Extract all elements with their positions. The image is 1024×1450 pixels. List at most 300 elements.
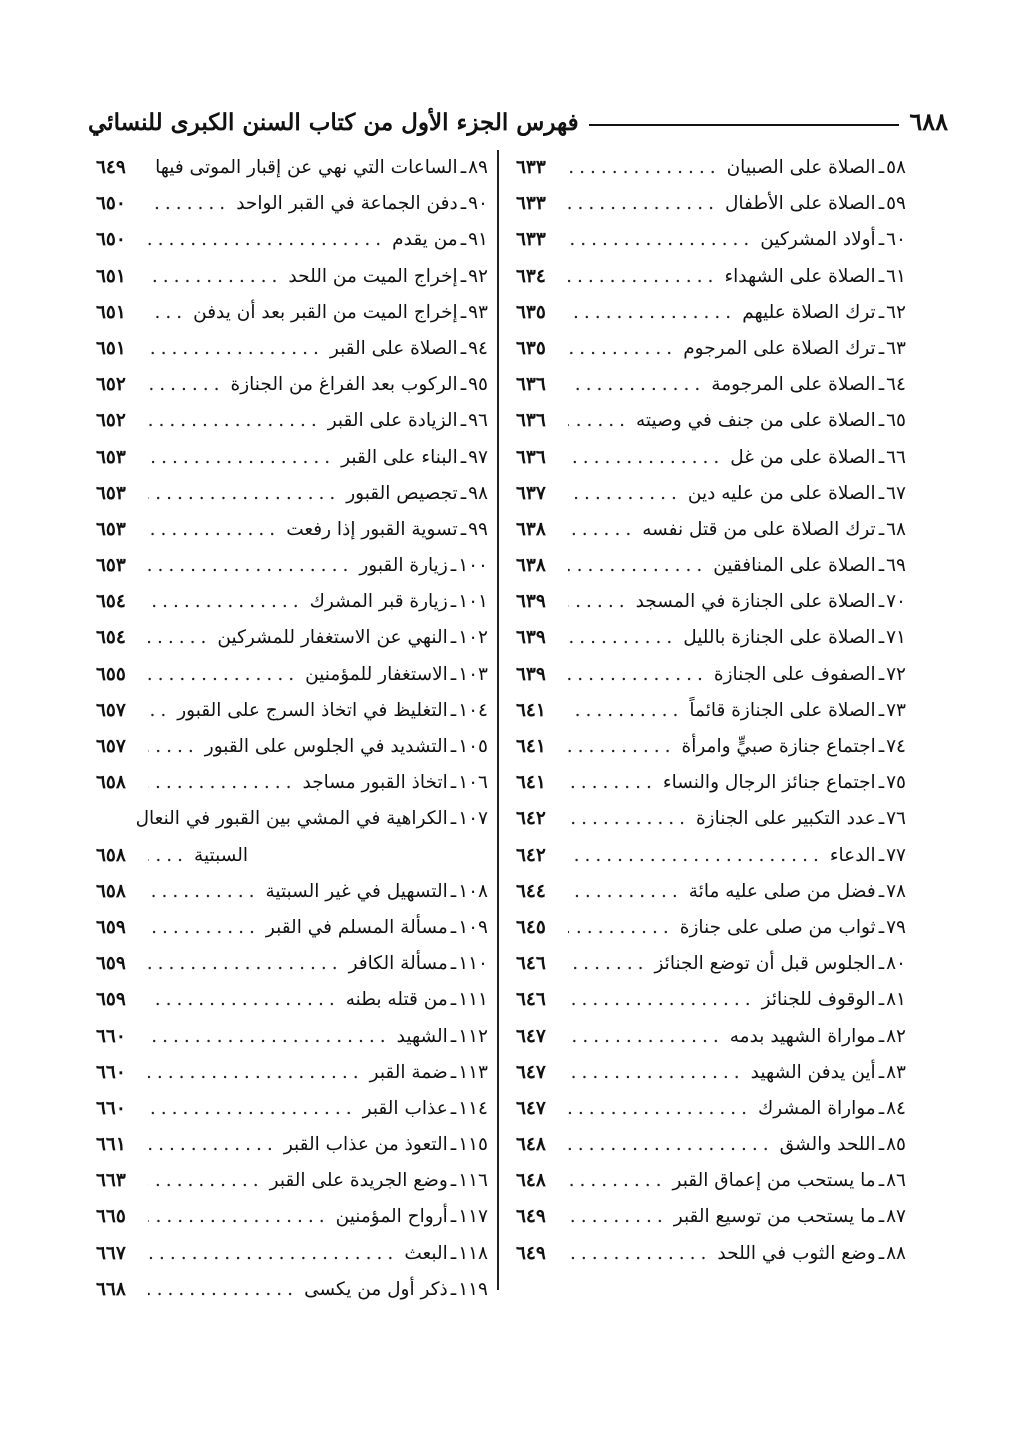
entry-number: ٦٩ [886, 555, 906, 577]
entry-number: ٧٣ [886, 699, 906, 721]
entry-dash: ـ [460, 265, 467, 287]
entry-page-number: ٦٣٤ [516, 265, 546, 287]
entry-dash: ـ [450, 1278, 457, 1300]
entry-dash: ـ [450, 1134, 457, 1156]
index-entry [96, 259, 488, 295]
entry-number: ١٠٦ [458, 772, 488, 794]
leader-dots [148, 1091, 357, 1127]
index-entry [516, 331, 906, 367]
leader-dots [568, 186, 719, 222]
entry-number: ٧٢ [886, 663, 906, 685]
entry-page-number: ٦٤٨ [516, 1134, 546, 1156]
entry-dash: ـ [878, 1206, 885, 1228]
leader-dots [568, 512, 636, 548]
entry-number: ١٠٣ [458, 663, 488, 685]
entry-dash: ـ [878, 482, 885, 504]
entry-page-number: ٦٣٥ [516, 337, 546, 359]
index-entry [96, 1091, 488, 1127]
leader-dots [148, 982, 340, 1018]
entry-label: ترك الصلاة على من قتل نفسه [642, 518, 876, 540]
entry-number: ١٠٥ [458, 736, 488, 757]
entry-label: زيارة القبور [359, 555, 448, 577]
entry-dash: ـ [450, 916, 457, 938]
entry-number: ٩٩ [468, 518, 488, 540]
entry-label: الصلاة على الشهداء [724, 265, 876, 287]
entry-label: ضمة القبر [369, 1061, 448, 1083]
entry-label: التشديد في الجلوس على القبور [204, 736, 448, 757]
entry-label: الصلاة على القبر [329, 337, 458, 359]
entry-number: ٨٦ [886, 1170, 906, 1192]
entry-dash: ـ [450, 880, 457, 902]
entry-dash: ـ [878, 374, 885, 396]
entry-label: الصلاة على الجنازة قائماً [689, 699, 876, 721]
entry-label: الصفوف على الجنازة [713, 663, 876, 685]
leader-dots [568, 765, 657, 801]
entry-label: البناء على القبر [341, 446, 458, 468]
entry-number: ١٠٠ [458, 555, 488, 577]
index-entry [96, 620, 488, 656]
entry-number: ٨٢ [886, 1025, 906, 1047]
index-entry [516, 295, 906, 331]
entry-dash: ـ [878, 699, 885, 721]
index-entry [516, 367, 906, 403]
index-entry [516, 1199, 906, 1235]
leader-dots [568, 1127, 774, 1163]
index-entry [516, 801, 906, 837]
entry-label: الساعات التي نهي عن إقبار الموتى فيها [155, 157, 458, 178]
index-entry [96, 186, 488, 222]
leader-dots [148, 367, 225, 403]
entry-label: الدعاء [829, 844, 876, 866]
entry-dash: ـ [878, 772, 885, 794]
leader-dots [568, 150, 721, 186]
leader-dots [148, 765, 296, 801]
leader-dots [568, 1091, 752, 1127]
entry-page-number: ٦٥١ [96, 265, 126, 287]
leader-dots [568, 946, 648, 982]
entry-dash: ـ [460, 374, 467, 396]
entry-dash: ـ [878, 410, 885, 432]
leader-dots [568, 259, 718, 295]
entry-label: اجتماع جنازة صبيٍّ وامرأة [681, 736, 876, 757]
entry-page-number: ٦٣٨ [516, 555, 546, 577]
entry-page-number: ٦٤٥ [516, 916, 546, 938]
leader-dots [568, 874, 683, 910]
entry-dash: ـ [460, 157, 467, 178]
index-entry [516, 1055, 906, 1091]
entry-label: الشهيد [396, 1025, 448, 1047]
entry-number: ١٠٩ [458, 916, 488, 938]
leader-dots [568, 801, 690, 837]
leader-dots [568, 1055, 745, 1091]
entry-number: ١٠٤ [458, 699, 488, 721]
leader-dots [148, 657, 299, 693]
entry-label: من يقدم [392, 229, 458, 251]
index-entry [516, 657, 906, 693]
entry-number: ٨٠ [886, 953, 906, 975]
index-entry [96, 1163, 488, 1199]
entry-page-number: ٦٦١ [96, 1134, 126, 1156]
leader-dots [568, 1019, 724, 1055]
entry-label: من قتله بطنه [345, 989, 448, 1011]
entry-page-number: ٦٤٧ [516, 1025, 546, 1047]
entry-label: عدد التكبير على الجنازة [695, 808, 876, 830]
entry-page-number: ٦٦٠ [96, 1061, 126, 1083]
leader-dots [568, 1199, 668, 1235]
leader-dots [568, 584, 630, 620]
entry-label: ما يستحب من توسيع القبر [673, 1206, 876, 1228]
entry-number: ٦٧ [886, 482, 906, 504]
entry-page-number: ٦٣٩ [516, 591, 546, 613]
entry-dash: ـ [878, 953, 885, 975]
index-entry [96, 657, 488, 693]
index-entry [516, 729, 906, 765]
entry-dash: ـ [460, 518, 467, 540]
index-entry [516, 1163, 906, 1199]
entry-dash: ـ [450, 1242, 457, 1264]
entry-page-number: ٦٤١ [516, 772, 546, 794]
entry-dash: ـ [460, 482, 467, 504]
leader-dots [568, 548, 707, 584]
entry-dash: ـ [878, 808, 885, 830]
entry-number: ٦٠ [886, 229, 906, 251]
entry-dash: ـ [460, 337, 467, 359]
entry-page-number: ٦٤٩ [96, 157, 126, 178]
entry-label: مواراة المشرك [758, 1097, 876, 1119]
index-entry [96, 403, 488, 439]
entry-label: تجصيص القبور [346, 482, 458, 504]
entry-number: ٩٢ [468, 265, 488, 287]
entry-page-number: ٦٥٩ [96, 916, 126, 938]
entry-number: ٦٣ [886, 337, 906, 359]
leader-dots [568, 982, 756, 1018]
entry-label: الصلاة على المنافقين [713, 555, 876, 577]
entry-number: ٥٨ [886, 157, 906, 178]
entry-page-number: ٦٤٨ [516, 1170, 546, 1192]
entry-number: ٦٦ [886, 446, 906, 468]
entry-number: ٦٨ [886, 518, 906, 540]
entry-number: ١١٠ [458, 953, 488, 975]
entry-number: ٨٥ [886, 1134, 906, 1156]
entry-label: إخراج الميت من اللحد [288, 265, 458, 287]
entry-dash: ـ [450, 1170, 457, 1192]
entry-label: الصلاة على الصبيان [726, 157, 876, 178]
entry-number: ٧٥ [886, 772, 906, 794]
index-entry [516, 440, 906, 476]
entry-page-number: ٦٥٨ [96, 844, 126, 866]
entry-dash: ـ [450, 699, 457, 721]
entry-page-number: ٦٥٣ [96, 555, 126, 577]
entry-dash: ـ [450, 555, 457, 577]
entry-dash: ـ [878, 1061, 885, 1083]
entry-dash: ـ [878, 1242, 885, 1264]
entry-label: فضل من صلى عليه مائة [688, 880, 876, 902]
entry-number: ١٠٢ [458, 627, 488, 649]
entry-number: ١١٨ [458, 1242, 488, 1264]
leader-dots [148, 620, 211, 656]
entry-number: ٦٤ [886, 374, 906, 396]
index-entry [516, 620, 906, 656]
entry-label: ثواب من صلى على جنازة [679, 916, 876, 938]
entry-label: الصلاة على من غل [730, 446, 876, 468]
leader-dots [148, 1019, 391, 1055]
entry-number: ٧١ [886, 627, 906, 649]
entry-number: ٨٧ [886, 1206, 906, 1228]
leader-dots [148, 1127, 278, 1163]
entry-page-number: ٦٥٤ [96, 591, 126, 613]
index-entry [96, 512, 488, 548]
entry-number: ٨٨ [886, 1242, 906, 1264]
entry-dash: ـ [878, 627, 885, 649]
entry-page-number: ٦٦٥ [96, 1206, 126, 1228]
entry-label: زيارة قبر المشرك [309, 591, 448, 613]
entry-label: الصلاة على الجنازة في المسجد [635, 591, 876, 613]
entry-dash: ـ [878, 1170, 885, 1192]
entry-dash: ـ [460, 193, 467, 215]
entry-number: ١١٧ [458, 1206, 488, 1228]
entry-page-number: ٦٤٧ [516, 1097, 546, 1119]
entry-label: الركوب بعد الفراغ من الجنازة [230, 374, 458, 396]
entry-dash: ـ [878, 844, 885, 866]
index-entry [96, 548, 488, 584]
entry-number: ٥٩ [886, 193, 906, 215]
leader-dots [148, 1199, 330, 1235]
index-entry [96, 838, 488, 874]
entry-page-number: ٦٥٣ [96, 446, 126, 468]
entry-number: ٩٦ [468, 410, 488, 432]
entry-number: ١٠٨ [458, 880, 488, 902]
entry-dash: ـ [450, 1061, 457, 1083]
index-entry [516, 403, 906, 439]
leader-dots [148, 476, 340, 512]
entry-label: اجتماع جنائز الرجال والنساء [662, 772, 876, 794]
entry-dash: ـ [878, 518, 885, 540]
entry-label: أولاد المشركين [760, 229, 876, 251]
entry-page-number: ٦٣٦ [516, 446, 546, 468]
leader-dots [148, 150, 149, 186]
entry-number: ٧٤ [886, 736, 906, 757]
entry-label: اللحد والشق [779, 1134, 876, 1156]
entry-page-number: ٦٤١ [516, 736, 546, 757]
entry-page-number: ٦٣٥ [516, 301, 546, 323]
entry-number: ١١٦ [458, 1170, 488, 1192]
entry-page-number: ٦٤٦ [516, 989, 546, 1011]
entry-number: ٧٨ [886, 880, 906, 902]
entry-dash: ـ [878, 265, 885, 287]
entry-label: الاستغفار للمؤمنين [305, 663, 448, 685]
entry-dash: ـ [450, 808, 457, 830]
entry-label: التعوذ من عذاب القبر [283, 1134, 448, 1156]
entry-page-number: ٦٥٠ [96, 229, 126, 251]
entry-page-number: ٦٥٠ [96, 193, 126, 215]
index-entry [96, 476, 488, 512]
index-entry [96, 801, 488, 837]
index-entry [96, 367, 488, 403]
index-entry [516, 186, 906, 222]
entry-number: ٨١ [886, 989, 906, 1011]
entry-label: الصلاة على الجنازة بالليل [683, 627, 876, 649]
entry-dash: ـ [878, 1025, 885, 1047]
entry-number: ٩٠ [468, 193, 488, 215]
entry-dash: ـ [450, 989, 457, 1011]
index-entry [516, 150, 906, 186]
entry-number: ٧٦ [886, 808, 906, 830]
entry-number: ٩٥ [468, 374, 488, 396]
entry-dash: ـ [450, 591, 457, 613]
entry-number: ٨٣ [886, 1061, 906, 1083]
entry-dash: ـ [878, 337, 885, 359]
entry-label: الصلاة على الأطفال [724, 193, 876, 215]
entry-page-number: ٦٣٩ [516, 627, 546, 649]
entry-label: عذاب القبر [362, 1097, 448, 1119]
entry-page-number: ٦٥٩ [96, 989, 126, 1011]
entry-number: ١١٩ [458, 1278, 488, 1300]
entry-page-number: ٦٥٨ [96, 880, 126, 902]
index-entry [96, 982, 488, 1018]
header-rule [589, 124, 900, 126]
entry-number: ١١١ [458, 989, 488, 1011]
entry-number: ١١٤ [458, 1097, 488, 1119]
entry-dash: ـ [878, 446, 885, 468]
leader-dots [148, 1236, 398, 1272]
entry-page-number: ٦٣٦ [516, 410, 546, 432]
entry-page-number: ٦٦٣ [96, 1170, 126, 1192]
entry-page-number: ٦٦٠ [96, 1025, 126, 1047]
leader-dots [148, 1163, 264, 1199]
index-entry [516, 1127, 906, 1163]
leader-dots [568, 440, 724, 476]
entry-dash: ـ [450, 1025, 457, 1047]
entry-dash: ـ [450, 663, 457, 685]
leader-dots [568, 1163, 667, 1199]
entry-label: دفن الجماعة في القبر الواحد [236, 193, 458, 215]
entry-label: الصلاة على من عليه دين [687, 482, 876, 504]
entry-page-number: ٦٥٣ [96, 482, 126, 504]
leader-dots [568, 295, 736, 331]
index-entry [96, 1236, 488, 1272]
entry-dash: ـ [878, 736, 885, 757]
entry-label: مسألة الكافر [348, 953, 448, 975]
leader-dots [148, 186, 230, 222]
entry-page-number: ٦٤٩ [516, 1242, 546, 1264]
entry-page-number: ٦٦٠ [96, 1097, 126, 1119]
entry-dash: ـ [878, 989, 885, 1011]
entry-number: ٨٤ [886, 1097, 906, 1119]
entry-label: اتخاذ القبور مساجد [302, 772, 448, 794]
index-entry [516, 765, 906, 801]
index-entry [96, 946, 488, 982]
entry-label: السبتية [194, 844, 248, 866]
entry-label: البعث [404, 1242, 448, 1264]
entry-number: ٦٥ [886, 410, 906, 432]
entry-label: مسألة المسلم في القبر [265, 916, 448, 938]
entry-label: تسوية القبور إذا رفعت [286, 518, 458, 540]
leader-dots [148, 874, 259, 910]
right-index-column [516, 150, 906, 1272]
entry-page-number: ٦٥١ [96, 337, 126, 359]
entry-number: ٧٩ [886, 916, 906, 938]
leader-dots [568, 729, 676, 765]
index-entry [516, 476, 906, 512]
leader-dots [148, 222, 386, 258]
entry-page-number: ٦٥٣ [96, 518, 126, 540]
entry-number: ١٠١ [458, 591, 488, 613]
index-entry [516, 1236, 906, 1272]
leader-dots [148, 838, 188, 874]
entry-number: ٩٣ [468, 301, 488, 323]
index-entry [96, 1127, 488, 1163]
entry-number: ١١٣ [458, 1061, 488, 1083]
leader-dots [568, 367, 705, 403]
entry-page-number: ٦٣٣ [516, 193, 546, 215]
entry-label: مواراة الشهيد بدمه [729, 1025, 876, 1047]
entry-label: الجلوس قبل أن توضع الجنائز [654, 953, 876, 975]
index-entry [96, 440, 488, 476]
entry-dash: ـ [878, 229, 885, 251]
entry-page-number: ٦٥٨ [96, 772, 126, 794]
entry-dash: ـ [878, 193, 885, 215]
leader-dots [568, 331, 677, 367]
entry-page-number: ٦٦٨ [96, 1278, 126, 1300]
index-entry [516, 512, 906, 548]
entry-page-number: ٦٣٦ [516, 374, 546, 396]
entry-label: إخراج الميت من القبر بعد أن يدفن [193, 301, 458, 323]
entry-dash: ـ [460, 301, 467, 323]
entry-dash: ـ [460, 410, 467, 432]
leader-dots [568, 657, 708, 693]
page-number: ٦٨٨ [909, 107, 948, 136]
leader-dots [148, 403, 322, 439]
entry-dash: ـ [450, 1097, 457, 1119]
leader-dots [568, 1236, 711, 1272]
entry-label: ترك الصلاة عليهم [742, 301, 876, 323]
index-entry [516, 838, 906, 874]
entry-page-number: ٦٤٩ [516, 1206, 546, 1228]
index-entry [516, 222, 906, 258]
entry-dash: ـ [878, 663, 885, 685]
index-entry [516, 584, 906, 620]
entry-page-number: ٦٣٨ [516, 518, 546, 540]
entry-page-number: ٦٤٢ [516, 844, 546, 866]
index-entry [96, 765, 488, 801]
entry-page-number: ٦٤٦ [516, 953, 546, 975]
entry-number: ٩١ [468, 229, 488, 251]
entry-page-number: ٦٤١ [516, 699, 546, 721]
entry-page-number: ٦٤٢ [516, 808, 546, 830]
entry-page-number: ٦٥٥ [96, 663, 126, 685]
entry-number: ٩٤ [468, 337, 488, 359]
index-entry [96, 295, 488, 331]
entry-page-number: ٦٣٧ [516, 482, 546, 504]
index-entry [96, 584, 488, 620]
entry-label: الصلاة على من جنف في وصيته [636, 410, 876, 432]
entry-number: ٩٧ [468, 446, 488, 468]
entry-label: النهي عن الاستغفار للمشركين [217, 627, 448, 649]
index-entry [96, 150, 488, 186]
entry-dash: ـ [878, 916, 885, 938]
index-entry [516, 982, 906, 1018]
entry-dash: ـ [460, 446, 467, 468]
leader-dots [148, 512, 280, 548]
entry-label: وضع الثوب في اللحد [717, 1242, 876, 1264]
entry-label: التسهيل في غير السبتية [265, 880, 448, 902]
entry-page-number: ٦٥١ [96, 301, 126, 323]
entry-dash: ـ [878, 591, 885, 613]
index-entry [96, 874, 488, 910]
entry-page-number: ٦٥٧ [96, 699, 126, 721]
entry-label: الكراهية في المشي بين القبور في النعال [135, 808, 448, 830]
index-entry [516, 693, 906, 729]
